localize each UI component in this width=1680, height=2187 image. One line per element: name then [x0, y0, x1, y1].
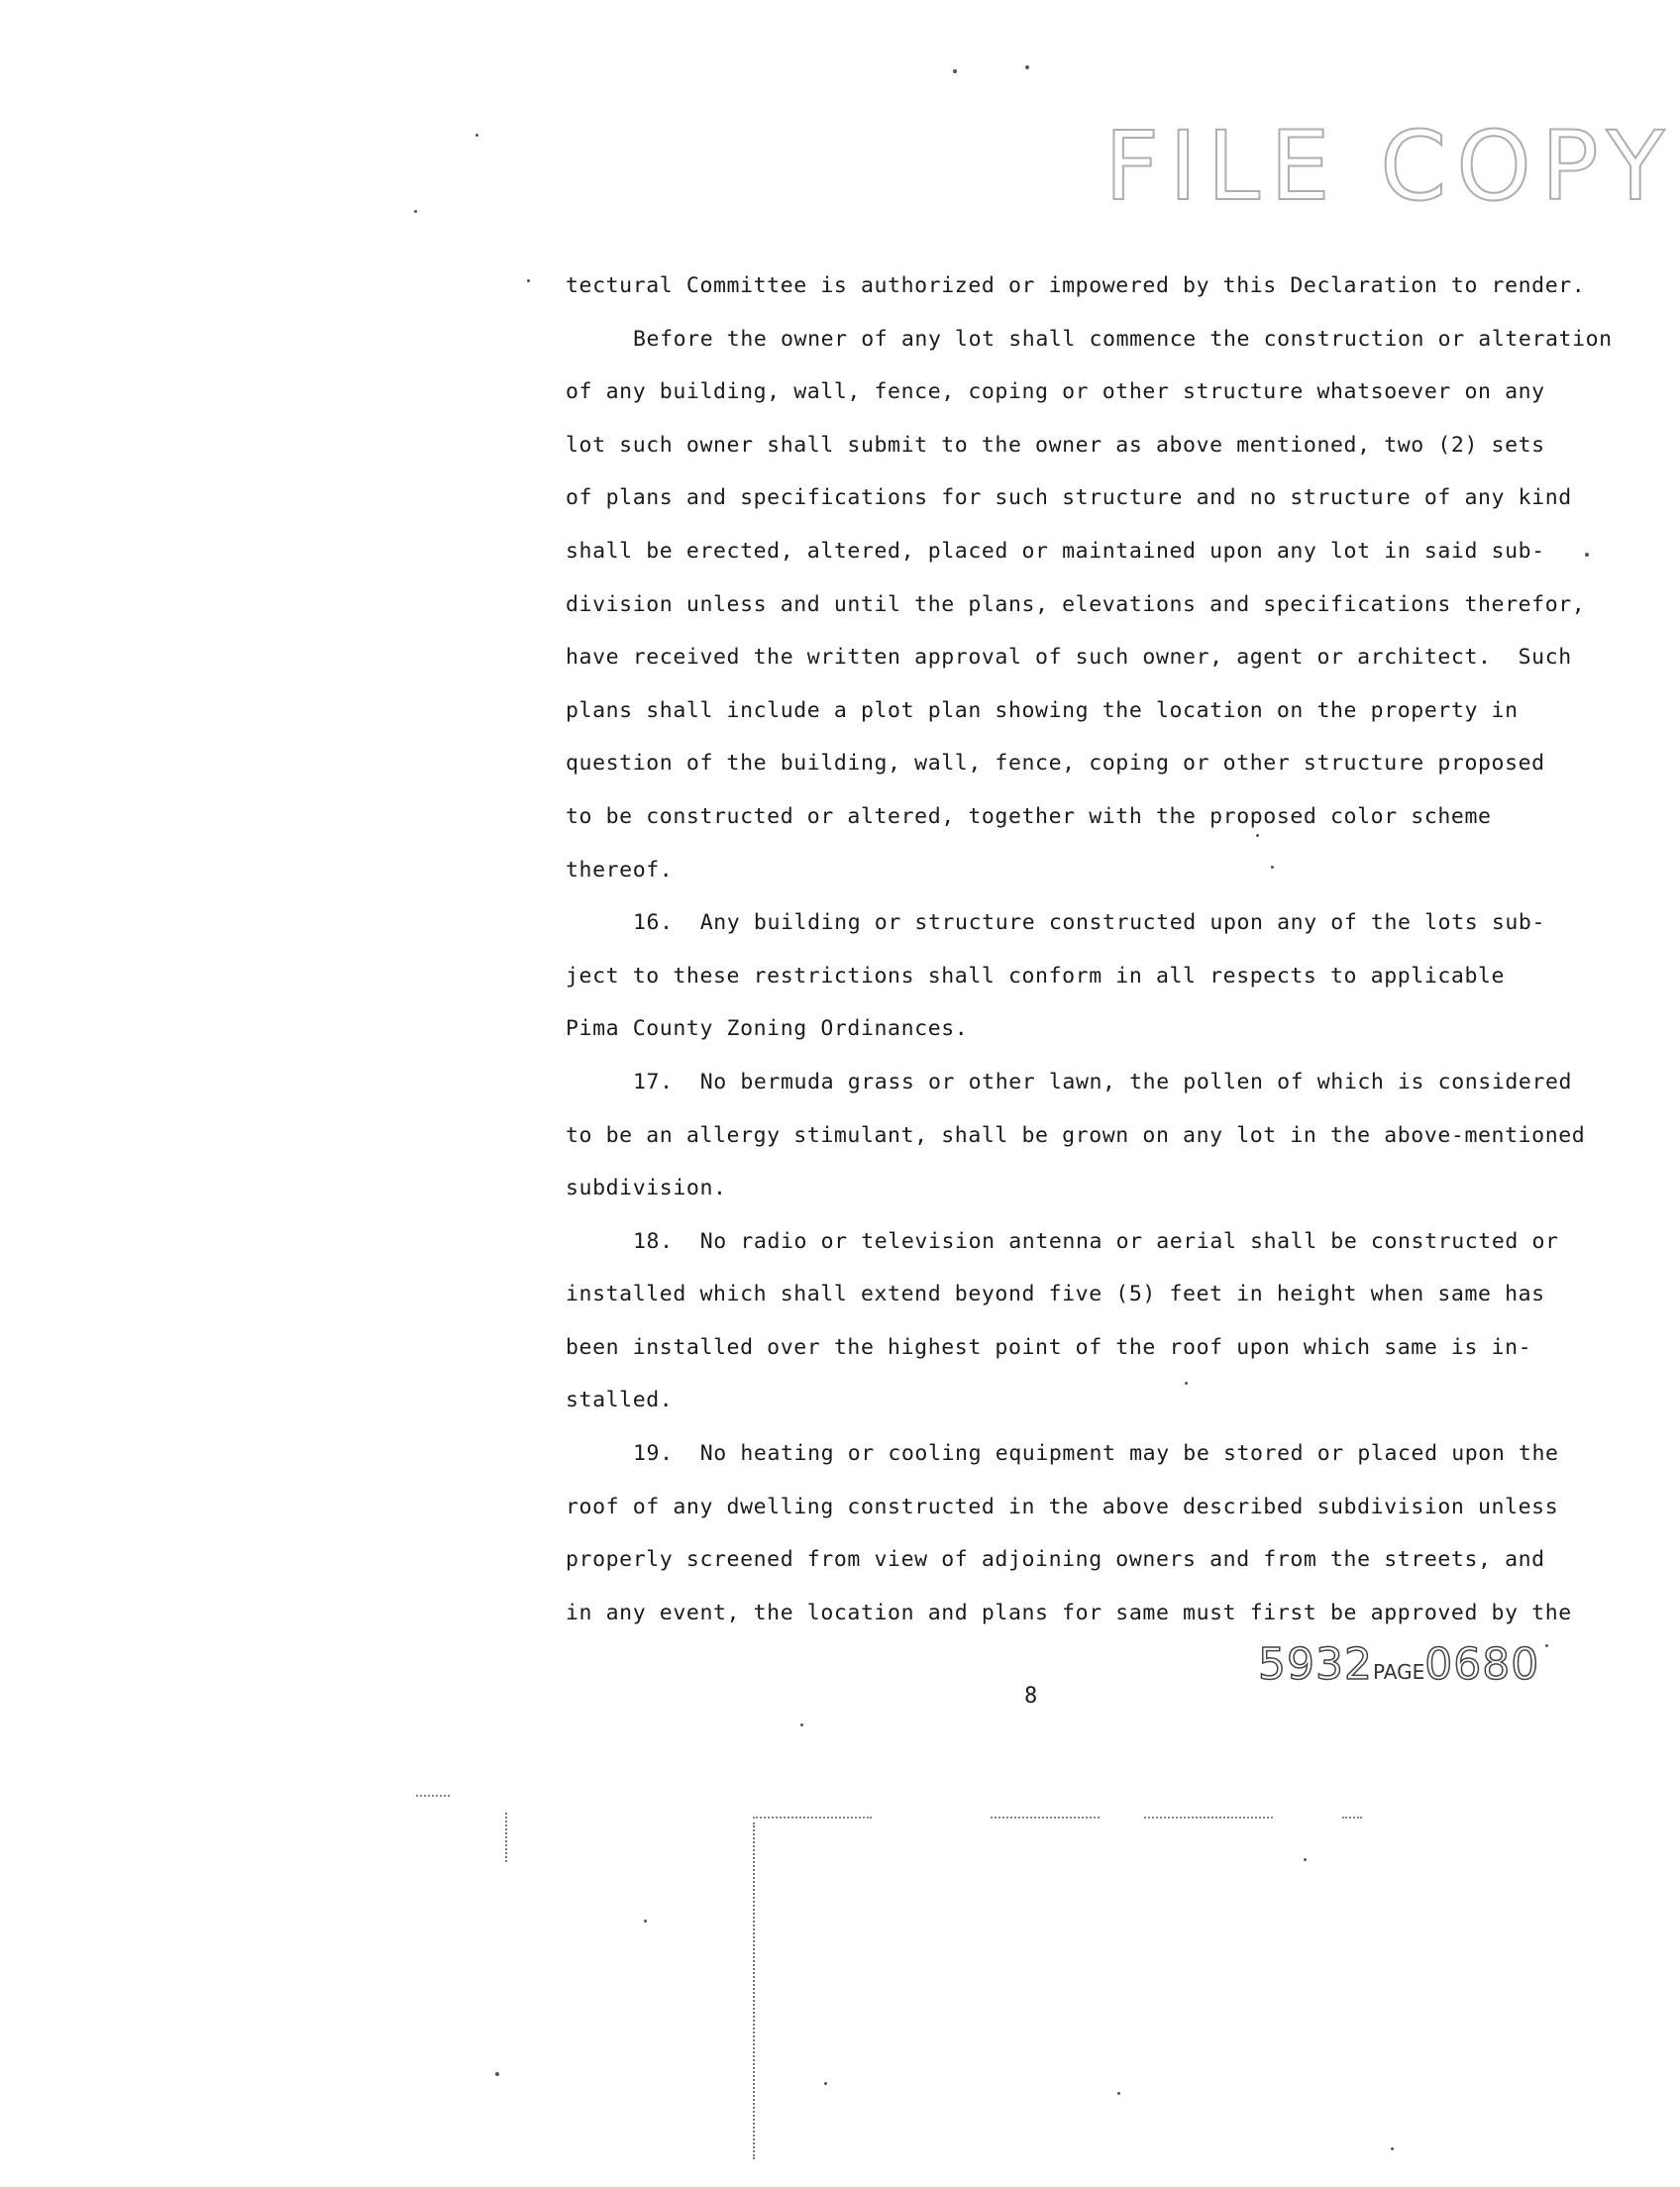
text-line: of plans and specifications for such structure and no structure of any kind — [566, 485, 1572, 511]
text-line: shall be erected, altered, placed or maintained upon any lot in said sub- — [566, 538, 1545, 564]
scan-speck — [800, 1723, 803, 1726]
text-line: Before the owner of any lot shall commence the construction or alteration — [633, 326, 1613, 352]
scan-artifact-line — [1144, 1817, 1273, 1819]
text-line: been installed over the highest point of the roof upon which same is in- — [566, 1334, 1532, 1360]
scan-speck — [1545, 1644, 1548, 1647]
text-line: division unless and until the plans, elevations and specifications therefor, — [566, 591, 1586, 617]
text-line: tectural Committee is authorized or impowered by this Declaration to render. — [566, 273, 1586, 298]
text-line: in any event, the location and plans for same must first be approved by the — [566, 1600, 1572, 1625]
scan-speck — [1185, 1382, 1188, 1385]
text-line: properly screened from view of adjoining owners and from the streets, and — [566, 1547, 1545, 1573]
text-line: 16. Any building or structure constructed upon any of the lots sub- — [633, 910, 1545, 936]
scan-speck — [1271, 866, 1274, 869]
scan-artifact-line — [991, 1817, 1100, 1819]
scan-speck — [414, 210, 417, 213]
text-line: installed which shall extend beyond five (5) feet in height when same has — [566, 1282, 1545, 1307]
scan-speck — [495, 2072, 499, 2076]
text-line: thereof. — [566, 857, 674, 883]
page-number: 8 — [1024, 1684, 1038, 1709]
scan-artifact-line — [1342, 1817, 1362, 1819]
scan-artifact-line — [753, 1822, 755, 2159]
text-line: subdivision. — [566, 1176, 727, 1201]
book-page-reference — [1258, 1639, 1539, 1690]
text-line: lot such owner shall submit to the owner as above mentioned, two (2) sets — [566, 432, 1545, 458]
scan-speck — [1585, 553, 1589, 557]
page-reference: 0680 — [1424, 1639, 1540, 1690]
text-line: plans shall include a plot plan showing the location on the property in — [566, 697, 1519, 723]
text-line: roof of any dwelling constructed in the above described subdivision unless — [566, 1494, 1559, 1519]
scan-artifact-line — [416, 1795, 450, 1797]
scan-speck — [1117, 2092, 1120, 2095]
text-line: question of the building, wall, fence, coping or other structure proposed — [566, 751, 1545, 777]
text-line: 18. No radio or television antenna or aerial shall be constructed or — [633, 1228, 1559, 1254]
scan-speck — [1391, 2147, 1394, 2150]
file-copy-stamp: FILE COPY — [1104, 111, 1675, 222]
scan-speck — [527, 279, 530, 282]
scan-speck — [1025, 65, 1029, 69]
scan-artifact-line — [753, 1817, 872, 1819]
page-label: PAGE — [1372, 1660, 1425, 1684]
document-body — [566, 260, 1613, 1639]
text-line: of any building, wall, fence, coping or other structure whatsoever on any — [566, 379, 1545, 405]
scan-artifact-line — [505, 1813, 507, 1862]
scan-speck — [953, 69, 957, 73]
text-line: 19. No heating or cooling equipment may be stored or placed upon the — [633, 1441, 1559, 1467]
text-line: to be an allergy stimulant, shall be grown on any lot in the above-mentioned — [566, 1122, 1586, 1148]
scan-speck — [644, 1920, 647, 1923]
text-line: to be constructed or altered, together with the proposed color scheme — [566, 803, 1492, 829]
scan-speck — [1256, 834, 1259, 837]
book-number: 5932 — [1258, 1639, 1373, 1690]
text-line: have received the written approval of such owner, agent or architect. Such — [566, 645, 1572, 671]
text-line: ject to these restrictions shall conform in all respects to applicable — [566, 963, 1506, 989]
text-line: stalled. — [566, 1388, 674, 1413]
text-line: 17. No bermuda grass or other lawn, the pollen of which is considered — [633, 1069, 1573, 1094]
scan-speck — [824, 2082, 827, 2085]
text-line: Pima County Zoning Ordinances. — [566, 1016, 969, 1042]
scan-speck — [475, 134, 478, 137]
scan-speck — [1304, 1858, 1307, 1861]
